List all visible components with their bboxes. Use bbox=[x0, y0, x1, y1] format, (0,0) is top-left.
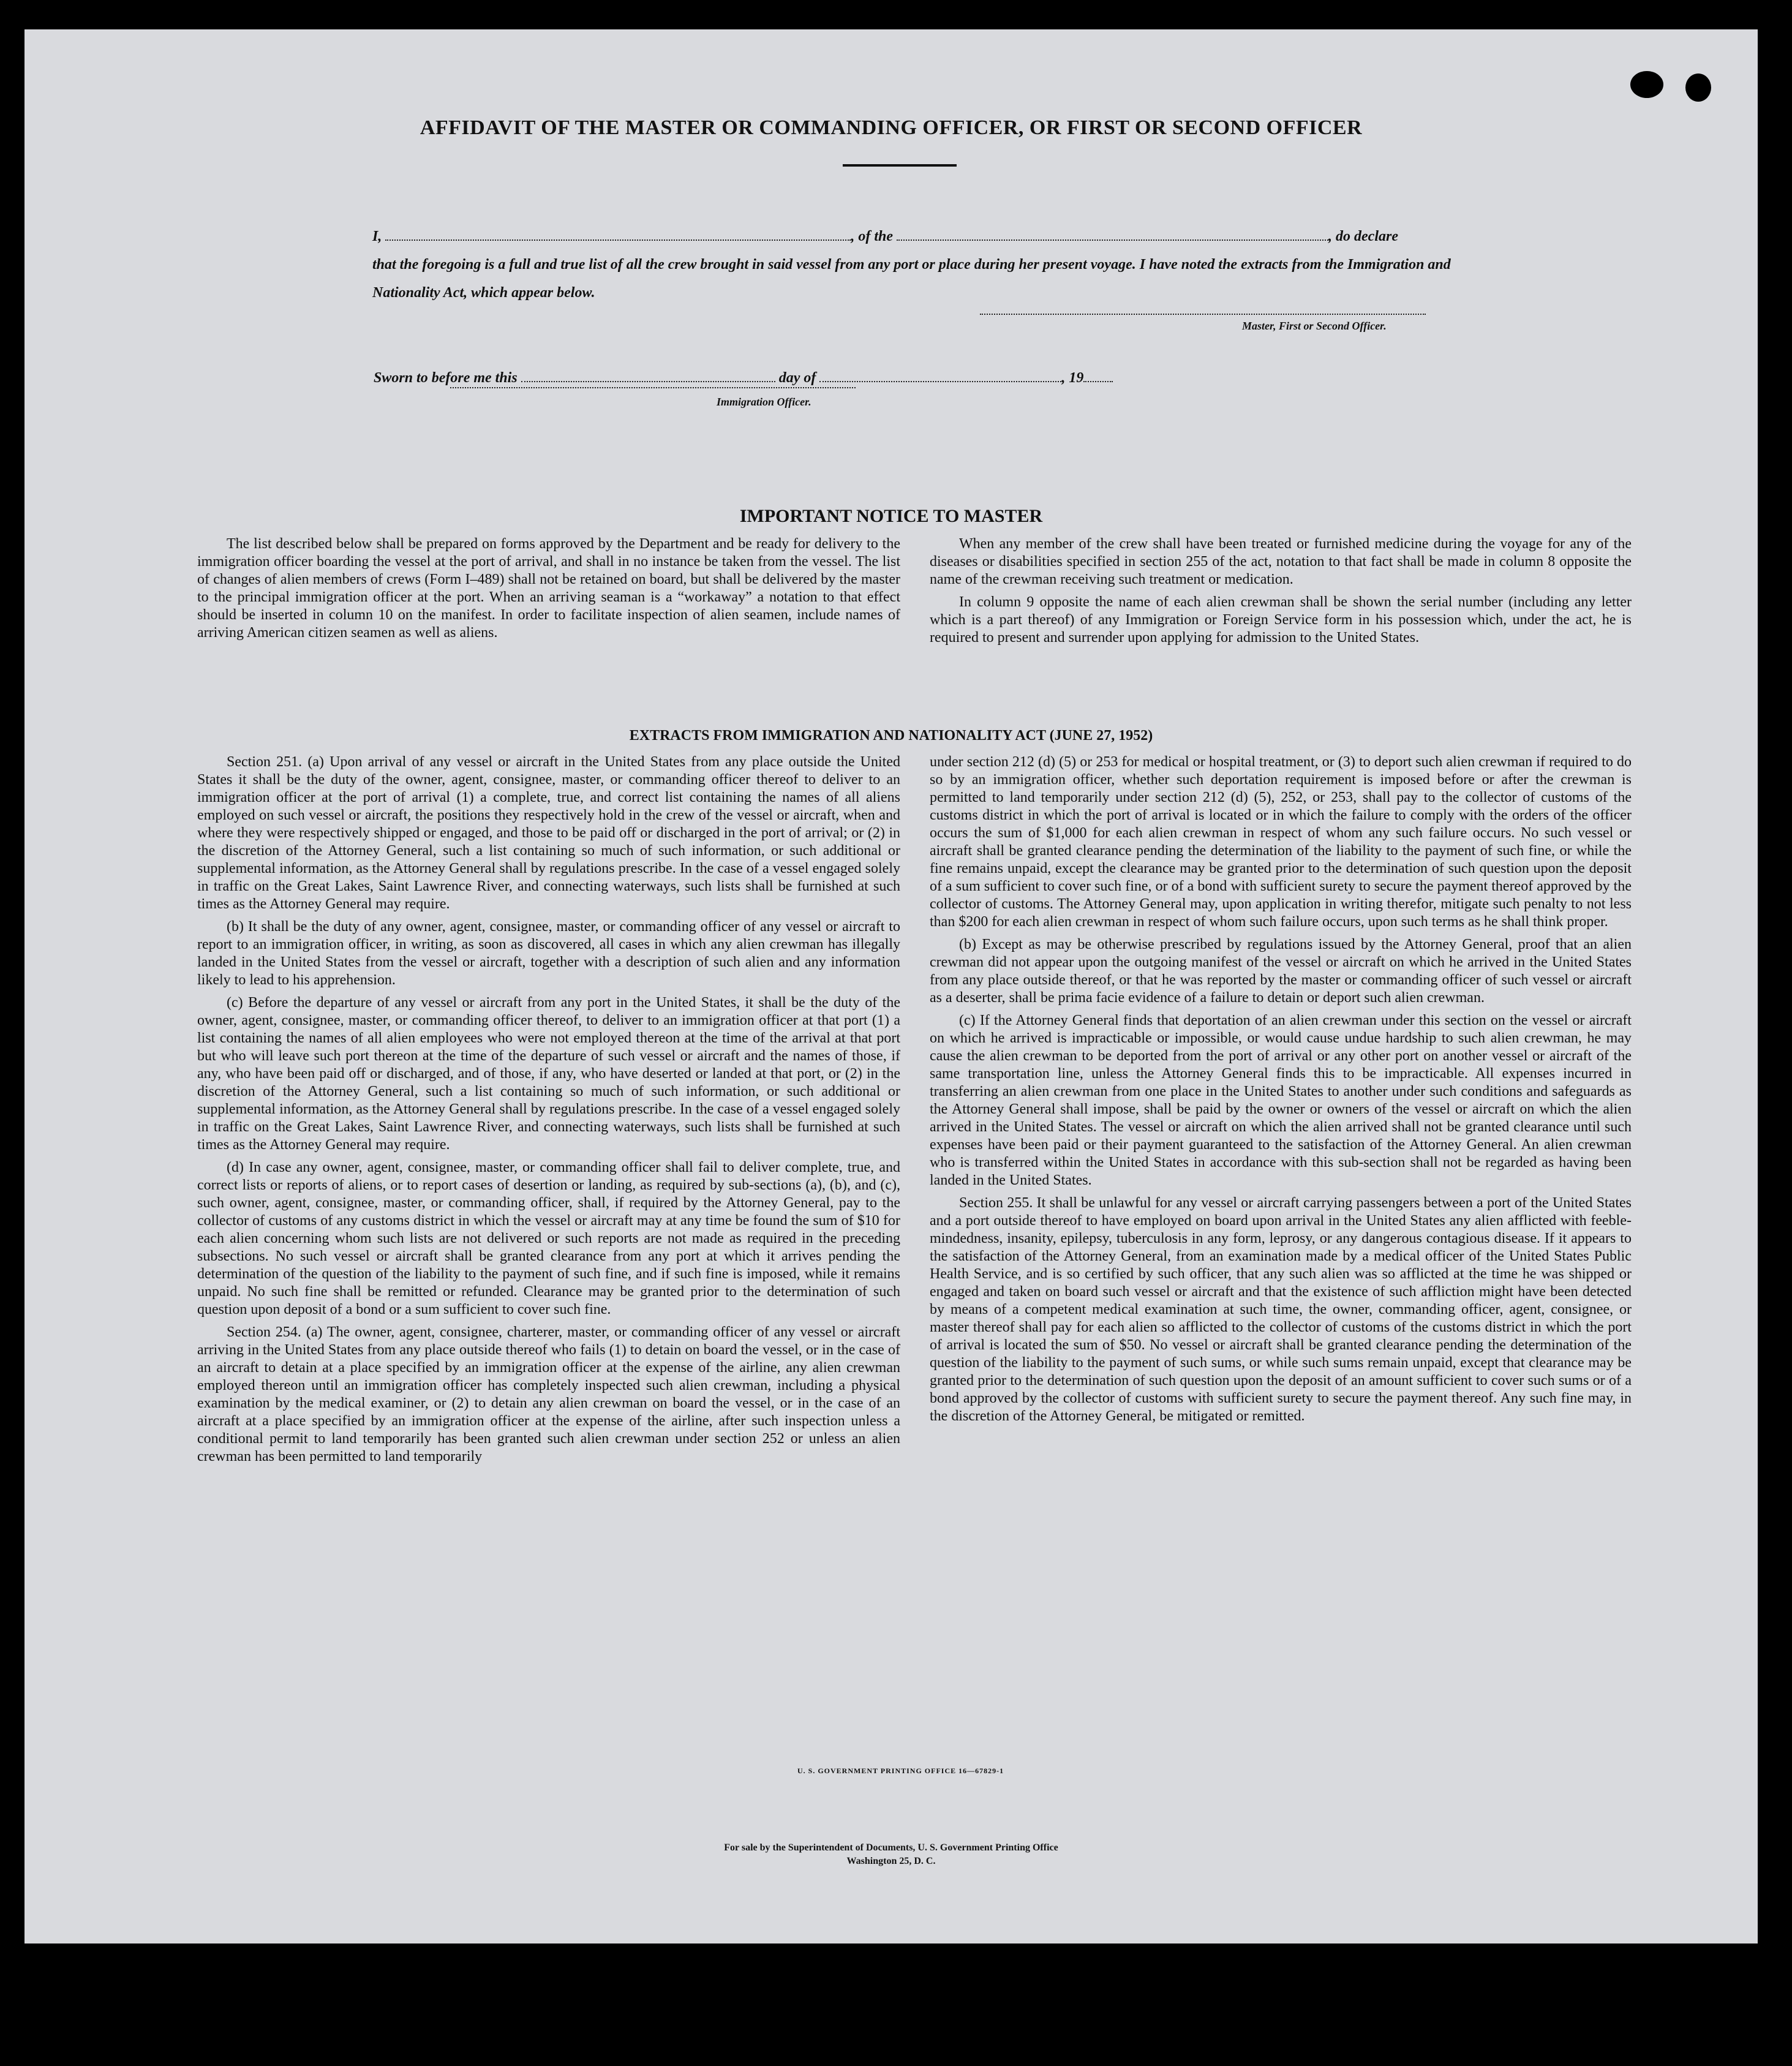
sworn-year: , 19 bbox=[1061, 370, 1084, 386]
sworn-day-of: day of bbox=[778, 370, 816, 386]
master-signature-field[interactable] bbox=[980, 314, 1426, 315]
footer bbox=[24, 1841, 1758, 1868]
immigration-signature-field[interactable] bbox=[450, 387, 856, 388]
extracts-right-column bbox=[930, 753, 1632, 1430]
title-rule bbox=[843, 164, 957, 167]
declarant-name-field[interactable] bbox=[385, 226, 851, 241]
notice-paragraph: In column 9 opposite the name of each alien crewman shall be shown the serial number (including any letter which is a part thereof) of any Immigration or Foreign Service form in his possession which, under the act, he is required to present and surrender upon applying for admission to the United States. bbox=[930, 594, 1632, 646]
declaration-do-declare: , do declare bbox=[1328, 228, 1398, 244]
sworn-line bbox=[374, 368, 1113, 386]
notice-title: IMPORTANT NOTICE TO MASTER bbox=[739, 506, 1043, 526]
section-paragraph: (d) In case any owner, agent, consignee, master, or commanding officer shall fail to deliver complete, true, and correct lists or reports of aliens, or to report cases of desertion or landing, as required by sub-sections (a), (b), and (c), such owner, agent, consignee, master, or commanding officer, shall, if required by the Attorney General, pay to the collector of customs of any customs district in which the vessel or aircraft may at any time be found the sum of $10 for each alien concerning whom such lists are not delivered or such reports are not made as required in the preceding subsections. No such vessel or aircraft shall be granted clearance from any port at which it arrives pending the determination of the question of the liability to the payment of such fine, and if such fine is imposed, while it remains unpaid. No such fine shall be remitted or refunded. Clearance may be granted prior to the determination of such question upon deposit of a bond or a sum sufficient to cover such fine. bbox=[197, 1159, 900, 1318]
punch-hole bbox=[1685, 74, 1711, 102]
notice-left-column bbox=[197, 535, 900, 647]
declaration-of-the: , of the bbox=[851, 228, 894, 244]
declaration-i: I, bbox=[372, 228, 382, 244]
form-page bbox=[24, 29, 1758, 1943]
section-paragraph: (c) If the Attorney General finds that deportation of an alien crewman under this section on the vessel or aircraft on which he arrived is impracticable or impossible, or would cause undue hardship to such alien crewman, he may cause the alien crewman to be deported from the port of arrival or any other port on another vessel or aircraft of the same transportation line, unless the Attorney General finds this to be impracticable. All expenses incurred in transferring an alien crewman from one place in the United States to another under such conditions and safeguards as the Attorney General shall impose, shall be paid by the owner or owners of the vessel or aircraft on which the alien arrived in the United States. The vessel or aircraft on which the alien arrived shall not be granted clearance until such expenses have been paid or their payment guaranteed to the satisfaction of the Attorney General. An alien crewman who is transferred within the United States in accordance with this sub-section shall not be regarded as having been landed in the United States. bbox=[930, 1012, 1632, 1188]
notice-right-column bbox=[930, 535, 1632, 652]
section-paragraph: (b) It shall be the duty of any owner, agent, consignee, master, or commanding officer of any vessel or aircraft to report to an immigration officer, in writing, as soon as discovered, all cases in which any alien crewman has illegally landed in the United States from the vessel or aircraft, together with a description of such alien and any information likely to lead to his apprehension. bbox=[197, 919, 900, 988]
immigration-caption: Immigration Officer. bbox=[717, 396, 811, 408]
section-paragraph: Section 254. (a) The owner, agent, consignee, charterer, master, or commanding officer of any vessel or aircraft arriving in the United States from any place outside thereof who fails (1) to detain on board the vessel, or in the case of an aircraft to detain at a place specified by an immigration officer at the expense of the airline, any alien crewman employed thereon until an immigration officer has completely inspected such alien crewman, including a physical examination by the medical examiner, or (2) to detain any alien crewman on board the vessel, or in the case of an aircraft at a place specified by an immigration officer at the expense of the airline, after such inspection unless a conditional permit to land temporarily has been granted such alien crewman under section 252 or unless an alien crewman has been permitted to land temporarily bbox=[197, 1324, 900, 1465]
notice-paragraph: When any member of the crew shall have been treated or furnished medicine during the voyage for any of the diseases or disabilities specified in section 255 of the act, notation to that fact shall be made in column 8 opposite the name of the crewman receiving such treatment or medication. bbox=[930, 536, 1632, 587]
section-paragraph: (b) Except as may be otherwise prescribed by regulations issued by the Attorney General, proof that an alien crewman did not appear upon the outgoing manifest of the vessel or aircraft on which he arrived in the United States from any place outside thereof, or that he was reported by the master or commanding officer of such vessel or aircraft as a deserter, shall be prima facie evidence of a failure to detain or deport such alien crewman. bbox=[930, 937, 1632, 1006]
printing-office-code: U. S. GOVERNMENT PRINTING OFFICE 16—67829-1 bbox=[797, 1766, 1004, 1775]
extracts-title: EXTRACTS FROM IMMIGRATION AND NATIONALITY ACT (JUNE 27, 1952) bbox=[629, 728, 1153, 744]
vessel-name-field[interactable] bbox=[897, 226, 1328, 241]
footer-line-1: For sale by the Superintendent of Documents, U. S. Government Printing Office bbox=[724, 1842, 1058, 1853]
sworn-month-field[interactable] bbox=[819, 368, 1061, 382]
section-paragraph: Section 251. (a) Upon arrival of any vessel or aircraft in the United States from any place outside the United States it shall be the duty of the owner, agent, consignee, master, or commanding officer thereof to deliver to an immigration officer at the port of arrival (1) a complete, true, and correct list containing the names of all aliens employed on such vessel or aircraft, the positions they respectively hold in the crew of the vessel or aircraft, when and where they were respectively shipped or engaged, and those to be paid off or discharged in the port of arrival; or (2) in the discretion of the Attorney General, such a list containing so much of such information, or such additional or supplemental information, as the Attorney General shall by regulations prescribe. In the case of a vessel engaged solely in traffic on the Great Lakes, Saint Lawrence River, and connecting waterways, such lists shall be furnished at such times as the Attorney General may require. bbox=[197, 754, 900, 912]
section-paragraph: under section 212 (d) (5) or 253 for medical or hospital treatment, or (3) to deport such alien crewman if required to do so by an immigration officer, whether such deportation requirement is imposed before or after the crewman is permitted to land temporarily under section 212 (d) (5), 252, or 253, shall pay to the collector of customs of the customs district in which the port of arrival is located or in which the failure to comply with the orders of the officer occurs the sum of $1,000 for each alien crewman in respect of whom any such failure occurs. No such vessel or aircraft shall be granted clearance pending the determination of the liability to the payment of such fine, or while the fine remains unpaid, except the clearance may be granted prior to the determination of such question upon the deposit of a sum sufficient to cover such fine, or of a bond with sufficient surety to secure the payment thereof approved by the collector of customs. The Attorney General may, upon application in writing therefor, mitigate such penalty to not less than $200 for each alien crewman in respect of whom such failure occurs, upon such terms as he shall think proper. bbox=[930, 754, 1632, 930]
declaration-body: that the foregoing is a full and true list of all the crew brought in said vessel from any port or place during her present voyage. I have noted the extracts from the Immigration and Nationality Act, which appear below. bbox=[372, 257, 1451, 301]
sworn-year-field[interactable] bbox=[1083, 368, 1113, 382]
section-paragraph: Section 255. It shall be unlawful for any vessel or aircraft carrying passengers between a port of the United States and a port outside thereof to have employed on board upon arrival in the United States any alien afflicted with feeble-mindedness, insanity, epilepsy, tuberculosis in any form, leprosy, or any dangerous contagious disease. If it appears to the satisfaction of the Attorney General, from an examination made by a medical officer of the United States Public Health Service, and is so certified by such officer, that any such alien was so afflicted at the time he was shipped or engaged and taken on board such vessel or aircraft and that the existence of such affliction might have been detected by means of a competent medical examination at such time, the owner, commanding officer, agent, consignee, or master thereof shall pay for each alien so afflicted to the collector of customs of the customs district in which the port of arrival is located the sum of $50. No vessel or aircraft shall be granted clearance pending the determination of the question of the liability to the payment of such sums, or while such sums remain unpaid, except that clearance may be granted prior to the determination of such question upon the deposit of an amount sufficient to cover such sums or of a bond approved by the collector of customs with sufficient surety to secure the payment thereof. Any such fine may, in the discretion of the Attorney General, be mitigated or remitted. bbox=[930, 1195, 1632, 1424]
sworn-prefix: Sworn to before me this bbox=[374, 370, 518, 386]
form-title: AFFIDAVIT OF THE MASTER OR COMMANDING OFFICER, OR FIRST OR SECOND OFFICER bbox=[420, 116, 1363, 139]
master-caption: Master, First or Second Officer. bbox=[1242, 320, 1387, 332]
footer-line-2: Washington 25, D. C. bbox=[846, 1856, 936, 1866]
notice-paragraph: The list described below shall be prepared on forms approved by the Department and be ready for delivery to the immigration officer boarding the vessel at the port of arrival, and shall in no instance be taken from the vessel. The list of changes of alien members of crews (Form I–489) shall not be retained on board, but shall be delivered by the master to the principal immigration officer at the port. When an arriving seaman is a “workaway” a notation to that effect should be inserted in column 10 on the manifest. In order to facilitate inspection of alien seamen, include names of arriving American citizen seamen as well as aliens. bbox=[197, 536, 900, 641]
section-paragraph: (c) Before the departure of any vessel or aircraft from any port in the United States, it shall be the duty of the owner, agent, consignee, master, or commanding officer thereof, to deliver to an immigration officer at that port (1) a list containing the names of all alien employees who were not employed thereon at the time of the arrival at that port but who will leave such port thereon at the time of the departure of such vessel or aircraft and the names of those, if any, who have been paid off or discharged, and of those, if any, who have deserted or landed at that port, or (2) in the discretion of the Attorney General, such a list containing so much of such information, or such additional or supplemental information, as the Attorney General shall by regulations prescribe. In the case of a vessel engaged solely in traffic on the Great Lakes, Saint Lawrence River, and connecting waterways, such lists shall be furnished at such times as the Attorney General may require. bbox=[197, 995, 900, 1153]
sworn-day-field[interactable] bbox=[521, 368, 775, 382]
extracts-left-column bbox=[197, 753, 900, 1471]
declaration bbox=[372, 222, 1484, 307]
punch-hole bbox=[1630, 71, 1663, 98]
